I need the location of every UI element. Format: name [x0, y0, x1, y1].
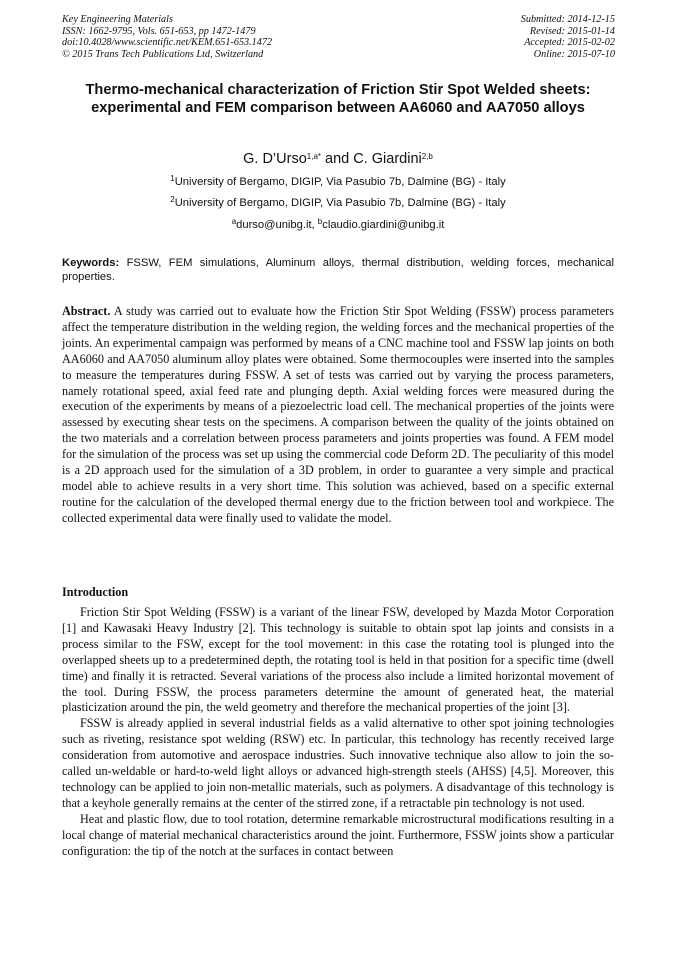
- journal-issn: ISSN: 1662-9795, Vols. 651-653, pp 1472-1479: [62, 25, 256, 37]
- author-1-name: G. D’Urso: [243, 151, 307, 167]
- section-heading-introduction: Introduction: [62, 585, 129, 599]
- keywords-text: FSSW, FEM simulations, Aluminum alloys, thermal distribution, welding forces, mechanical properties.: [62, 257, 614, 283]
- paper-title: Thermo-mechanical characterization of Friction Stir Spot Welded sheets: experimental and FEM comparison between AA6060 and AA7050 alloys: [85, 82, 591, 116]
- abstract-text: A study was carried out to evaluate how the Friction Stir Spot Welding (FSSW) process parameters affect the temperature distribution in the welding region, the welding forces and the mechanical properties of the joints. An experimental campaign was performed by means of a CNC machine tool and FSSW lap joints on both AA6060 and AA7050 aluminum alloy plates were obtained. Some thermocouples were inserted into the samples to measure the temperatures during FSSW. A set of tests was carried out by varying the process parameters, namely rotational speed, axial feed rate and plunging depth. Axial welding forces were measured during the execution of the experiments by means of a piezoelectric load cell. The mechanical properties of the joints were assessed by executing shear tests on the specimens. A comparison between the quality of the joints obtained on the two materials and a correlation between process parameters and joints properties was found. A FEM model for the simulation of the process was set up using the commercial code Deform 2D. The peculiarity of this model is a 2D approach used for the simulation of a 3D problem, in order to guarantee a very simple and practical model able to achieve results in a very short time. This solution was achieved, based on a specific external routine for the calculation of the developed thermal energy due to the friction between tool and workpiece. The collected experimental data were finally used to validate the model.: [62, 304, 614, 525]
- abstract: [62, 304, 614, 527]
- author-2-name: C. Giardini: [353, 151, 422, 167]
- journal-header: [62, 14, 272, 60]
- email-b-sup: b: [317, 217, 323, 226]
- authors-line: [62, 150, 614, 168]
- affiliation-2-sup: 2: [170, 195, 175, 204]
- authors-and: and: [321, 151, 354, 167]
- keywords: [62, 256, 614, 284]
- journal-name: Key Engineering Materials: [62, 14, 173, 25]
- dates-header: [521, 14, 615, 60]
- online-date: Online: 2015-07-10: [533, 48, 615, 60]
- affiliation-1-text: University of Bergamo, DIGIP, Via Pasubio 7b, Dalmine (BG) - Italy: [174, 176, 506, 188]
- submitted-date: Submitted: 2014-12-15: [520, 14, 615, 25]
- revised-date: Revised: 2015-01-14: [529, 25, 615, 37]
- paragraph: Heat and plastic flow, due to tool rotation, determine remarkable microstructural modifications resulting in a local change of material mechanical characteristics around the joint. Furthermore, FSSW joints show a particular configuration: the tip of the notch at the surfaces in contact between: [62, 811, 614, 858]
- email-b[interactable]: claudio.giardini@unibg.it: [322, 219, 445, 231]
- affiliation-1-sup: 1: [170, 174, 175, 183]
- email-line: [62, 218, 614, 232]
- email-a-sup: a: [231, 217, 237, 226]
- affiliation-2: [62, 196, 614, 210]
- introduction-body: [62, 605, 614, 860]
- keywords-label: Keywords:: [62, 257, 120, 269]
- email-a[interactable]: durso@unibg.it,: [236, 219, 318, 231]
- author-1-sup: 1,a*: [306, 152, 321, 161]
- paragraph: FSSW is already applied in several industrial fields as a valid alternative to other spot joining technologies such as riveting, resistance spot welding (RSW) etc. In particular, this technology has recently received large consideration from automotive and aerospace industries. Such innovative technique also allow to join the so-called un-weldable or hard-to-weld light alloys or advanced high-strength steels (AHSS) [4,5]. Moreover, this technology can be applied to join non-metallic materials, such as polymers. A disadvantage of this technology is that a keyhole generally remains at the center of the stirred zone, if a retractable pin technology is not used.: [62, 716, 614, 810]
- journal-copyright: © 2015 Trans Tech Publications Ltd, Switzerland: [62, 48, 264, 60]
- journal-doi: doi:10.4028/www.scientific.net/KEM.651-653.1472: [62, 37, 273, 49]
- paragraph: Friction Stir Spot Welding (FSSW) is a variant of the linear FSW, developed by Mazda Motor Corporation [1] and Kawasaki Heavy Industry [2]. This technology is suitable to obtain spot lap joints and consists in a process similar to the FSW, except for the tool movement: in this case the rotating tool is plunged into the overlapped sheets up to a predetermined depth, the rotating tool is held in that position for a specific time (dwell time) and finally it is retracted. Several variations of the process also include a limited horizontal movement of the tool. During FSSW, the process parameters determine the amount of generated heat, the material plasticization around the pin, the weld geometry and therefore the mechanical properties of the joint [3].: [62, 605, 614, 715]
- accepted-date: Accepted: 2015-02-02: [524, 37, 615, 49]
- author-2-sup: 2,b: [421, 152, 433, 161]
- abstract-label: Abstract.: [62, 304, 111, 318]
- affiliation-1: [62, 175, 614, 189]
- affiliation-2-text: University of Bergamo, DIGIP, Via Pasubio 7b, Dalmine (BG) - Italy: [174, 197, 506, 209]
